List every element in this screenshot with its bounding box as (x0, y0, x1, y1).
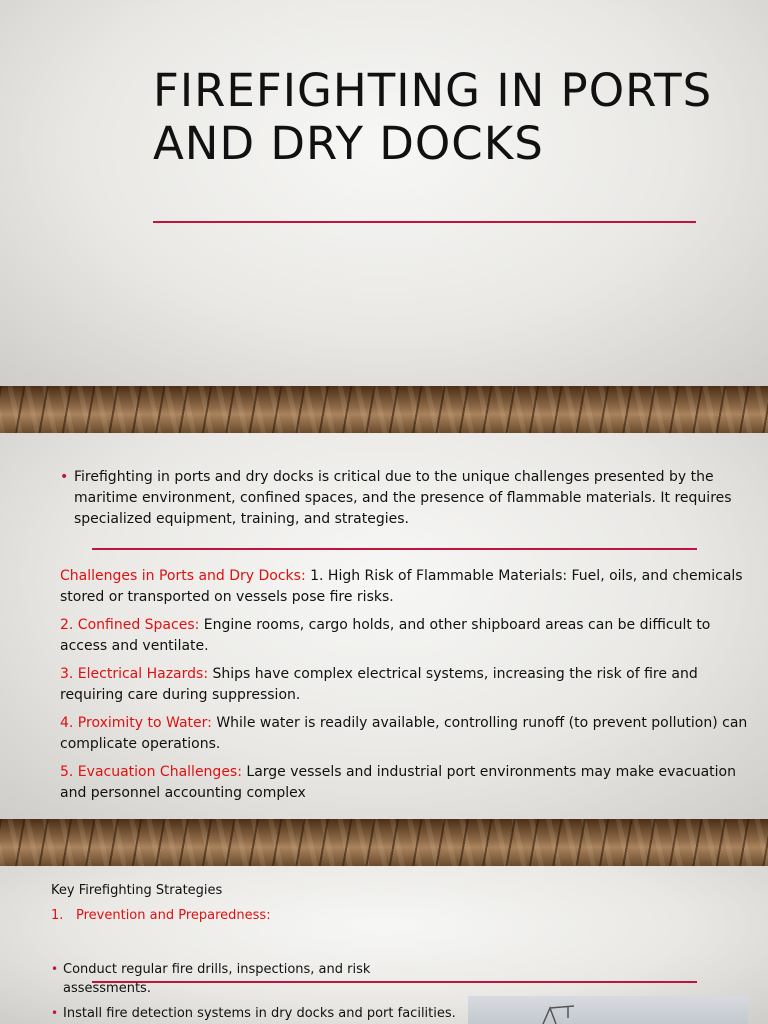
intro-bullet-text: Firefighting in ports and dry docks is critical due to the unique challenges presented by the maritime environment, confined spaces, and the presence of flammable materials. It requires specialized equipment, training, and strategies. (74, 469, 732, 527)
challenge-text: Engine rooms, cargo holds, and other shipboard areas can be difficult to access and ventilate. (60, 617, 711, 654)
strategy-bullet (51, 960, 423, 998)
strategies-slide (0, 866, 768, 1024)
challenge-label: 5. Evacuation Challenges: (60, 764, 242, 780)
title-underline (153, 221, 696, 223)
challenge-item (60, 566, 750, 608)
dock-photo (468, 996, 748, 1024)
challenge-item (60, 762, 750, 804)
challenges-slide (0, 433, 768, 819)
intro-bullet (60, 467, 746, 530)
challenge-item (60, 664, 750, 706)
item-number: 1. (51, 908, 64, 923)
numbered-item (51, 908, 271, 923)
strategies-heading: Key Firefighting Strategies (51, 883, 223, 898)
section-divider (92, 548, 697, 550)
wood-floor-divider (0, 386, 768, 433)
strategy-bullet-text: Install fire detection systems in dry docks and port facilities. (63, 1006, 456, 1021)
bullet-dot-icon: • (51, 1006, 59, 1020)
strategy-bullet (51, 1004, 493, 1023)
bullet-dot-icon: • (60, 469, 69, 485)
item-label: Prevention and Preparedness: (76, 908, 271, 923)
strategy-bullet-text: Conduct regular fire drills, inspections, and risk assessments. (63, 962, 371, 996)
challenge-text: While water is readily available, controlling runoff (to prevent pollution) can complicate operations. (60, 715, 748, 752)
challenge-label: 2. Confined Spaces: (60, 617, 200, 633)
challenge-label: 3. Electrical Hazards: (60, 666, 209, 682)
challenge-label: Challenges in Ports and Dry Docks: (60, 568, 311, 584)
challenges-list (60, 566, 750, 811)
challenge-item (60, 615, 750, 657)
bullet-dot-icon: • (51, 962, 59, 976)
challenge-item (60, 713, 750, 755)
challenge-text: Ships have complex electrical systems, increasing the risk of fire and requiring care during suppression. (60, 666, 698, 703)
crane-icon (538, 1004, 578, 1024)
slide-title: FIREFIGHTING IN PORTS AND DRY DOCKS (153, 64, 713, 170)
title-slide (0, 0, 768, 386)
wood-floor-divider (0, 819, 768, 866)
challenge-label: 4. Proximity to Water: (60, 715, 212, 731)
challenge-text: Large vessels and industrial port environments may make evacuation and personnel accounting complex (60, 764, 736, 801)
challenge-text: 1. High Risk of Flammable Materials: Fuel, oils, and chemicals stored or transported on vessels pose fire risks. (60, 568, 743, 605)
